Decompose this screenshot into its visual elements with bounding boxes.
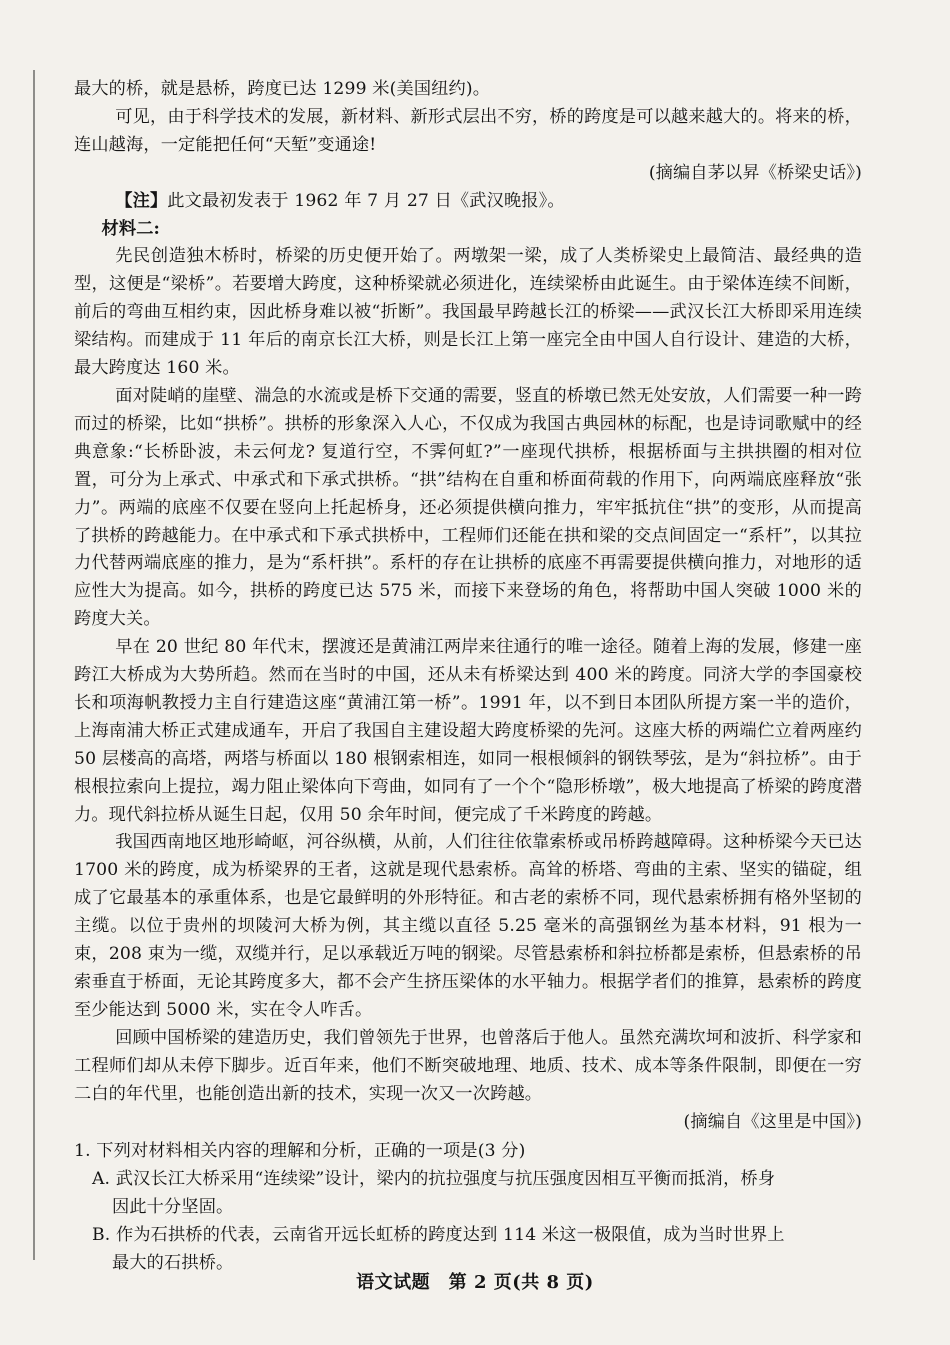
note-text: 此文最初发表于 1962 年 7 月 27 日《武汉晚报》。 [167,190,565,211]
material2-heading: 材料二: [101,218,161,239]
material1-conclusion: 可见，由于科学技术的发展，新材料、新形式层出不穷，桥的跨度是可以越来越大的。将来的桥，连山越海，一定能把任何“天堑”变通途! [74,106,862,155]
option-a-line: 因此十分坚固。 [112,1197,234,1218]
material2-paragraph: 回顾中国桥梁的建造历史，我们曾领先于世界，也曾落后于他人。虽然充满坎坷和波折、科学家和工程师们却从未停下脚步。近百年来，他们不断突破地理、地质、技术、成本等条件限制，即便在一穷二白的年代里，也能创造出新的技术，实现一次又一次跨越。 [74,1027,862,1104]
question-1-stem: 1. 下列对材料相关内容的理解和分析，正确的一项是(3 分) [74,1141,526,1162]
material2-source: (摘编自《这里是中国》) [683,1111,862,1132]
note-label: 【注】 [115,190,168,211]
page-content [74,76,862,1278]
material1-note [74,188,862,216]
page-footer: 语文试题 第 2 页(共 8 页) [356,1272,594,1293]
material1-continuation: 最大的桥，就是悬桥，跨度已达 1299 米(美国纽约)。 [74,79,491,99]
option-b-line: 最大的石拱桥。 [112,1253,234,1274]
material2-paragraph: 先民创造独木桥时，桥梁的历史便开始了。两墩架一梁，成了人类桥梁史上最简洁、最经典的造型，这便是“梁桥”。若要增大跨度，这种桥梁就必须进化，连续梁桥由此诞生。由于梁体连续不间断，前后的弯曲互相约束，因此桥身难以被“折断”。我国最早跨越长江的桥梁——武汉长江大桥即采用连续梁结构。而建成于 11 年后的南京长江大桥，则是长江上第一座完全由中国人自行设计、建造的大桥，最大跨度达 160 米。 [74,246,862,379]
binding-edge-line [33,70,35,1260]
material1-source: (摘编自茅以昇《桥梁史话》) [648,162,862,183]
option-b-line: B. 作为石拱桥的代表，云南省开远长虹桥的跨度达到 114 米这一极限值，成为当时世界上 [92,1225,785,1246]
material2-paragraph: 我国西南地区地形崎岖，河谷纵横，从前，人们往往依靠索桥或吊桥跨越障碍。这种桥梁今天已达 1700 米的跨度，成为桥梁界的王者，这就是现代悬索桥。高耸的桥塔、弯曲的主索、坚实的锚碇，组成了它最基本的承重体系，也是它最鲜明的外形特征。和古老的索桥不同，现代悬索桥拥有格外坚韧的主缆。以位于贵州的坝陵河大桥为例，其主缆以直径 5.25 毫米的高强钢丝为基本材料，91 根为一束，208 束为一缆，双缆并行，足以承载近万吨的钢梁。尽管悬索桥和斜拉桥都是索桥，但悬索桥的吊索垂直于桥面，无论其跨度多大，都不会产生挤压梁体的水平轴力。根据学者们的推算，悬索桥的跨度至少能达到 5000 米，实在令人咋舌。 [74,832,862,1020]
material2-paragraph: 早在 20 世纪 80 年代末，摆渡还是黄浦江两岸来往通行的唯一途径。随着上海的发展，修建一座跨江大桥成为大势所趋。然而在当时的中国，还从未有桥梁达到 400 米的跨度。同济大学的李国豪校长和项海帆教授力主自行建造这座“黄浦江第一桥”。1991 年，以不到日本团队所提方案一半的造价，上海南浦大桥正式建成通车，开启了我国自主建设超大跨度桥梁的先河。这座大桥的两端伫立着两座约 50 层楼高的高塔，两塔与桥面以 180 根钢索相连，如同一根根倾斜的钢铁琴弦，是为“斜拉桥”。由于根根拉索向上提拉，竭力阻止梁体向下弯曲，如同有了一个个“隐形桥墩”，极大地提高了桥梁的跨度潜力。现代斜拉桥从诞生日起，仅用 50 余年时间，便完成了千米跨度的跨越。 [74,637,862,825]
material2-paragraph: 面对陡峭的崖壁、湍急的水流或是桥下交通的需要，竖直的桥墩已然无处安放，人们需要一种一跨而过的桥梁，比如“拱桥”。拱桥的形象深入人心，不仅成为我国古典园林的标配，也是诗词歌赋中的经典意象:“长桥卧波，未云何龙? 复道行空，不霁何虹?”一座现代拱桥，根据桥面与主拱拱圈的相对位置，可分为上承式、中承式和下承式拱桥。“拱”结构在自重和桥面荷载的作用下，向两端底座释放“张力”。两端的底座不仅要在竖向上托起桥身，还必须提供横向推力，牢牢抵抗住“拱”的变形，从而提高了拱桥的跨越能力。在中承式和下承式拱桥中，工程师们还能在拱和梁的交点间固定一“系杆”，以其拉力代替两端底座的推力，是为“系杆拱”。系杆的存在让拱桥的底座不再需要提供横向推力，对地形的适应性大为提高。如今，拱桥的跨度已达 575 米，而接下来登场的角色，将帮助中国人突破 1000 米的跨度大关。 [74,385,862,630]
question-1-option-a [74,1166,862,1222]
option-a-line: A. 武汉长江大桥采用“连续梁”设计，梁内的抗拉强度与抗压强度因相互平衡而抵消，桥身 [92,1169,776,1190]
